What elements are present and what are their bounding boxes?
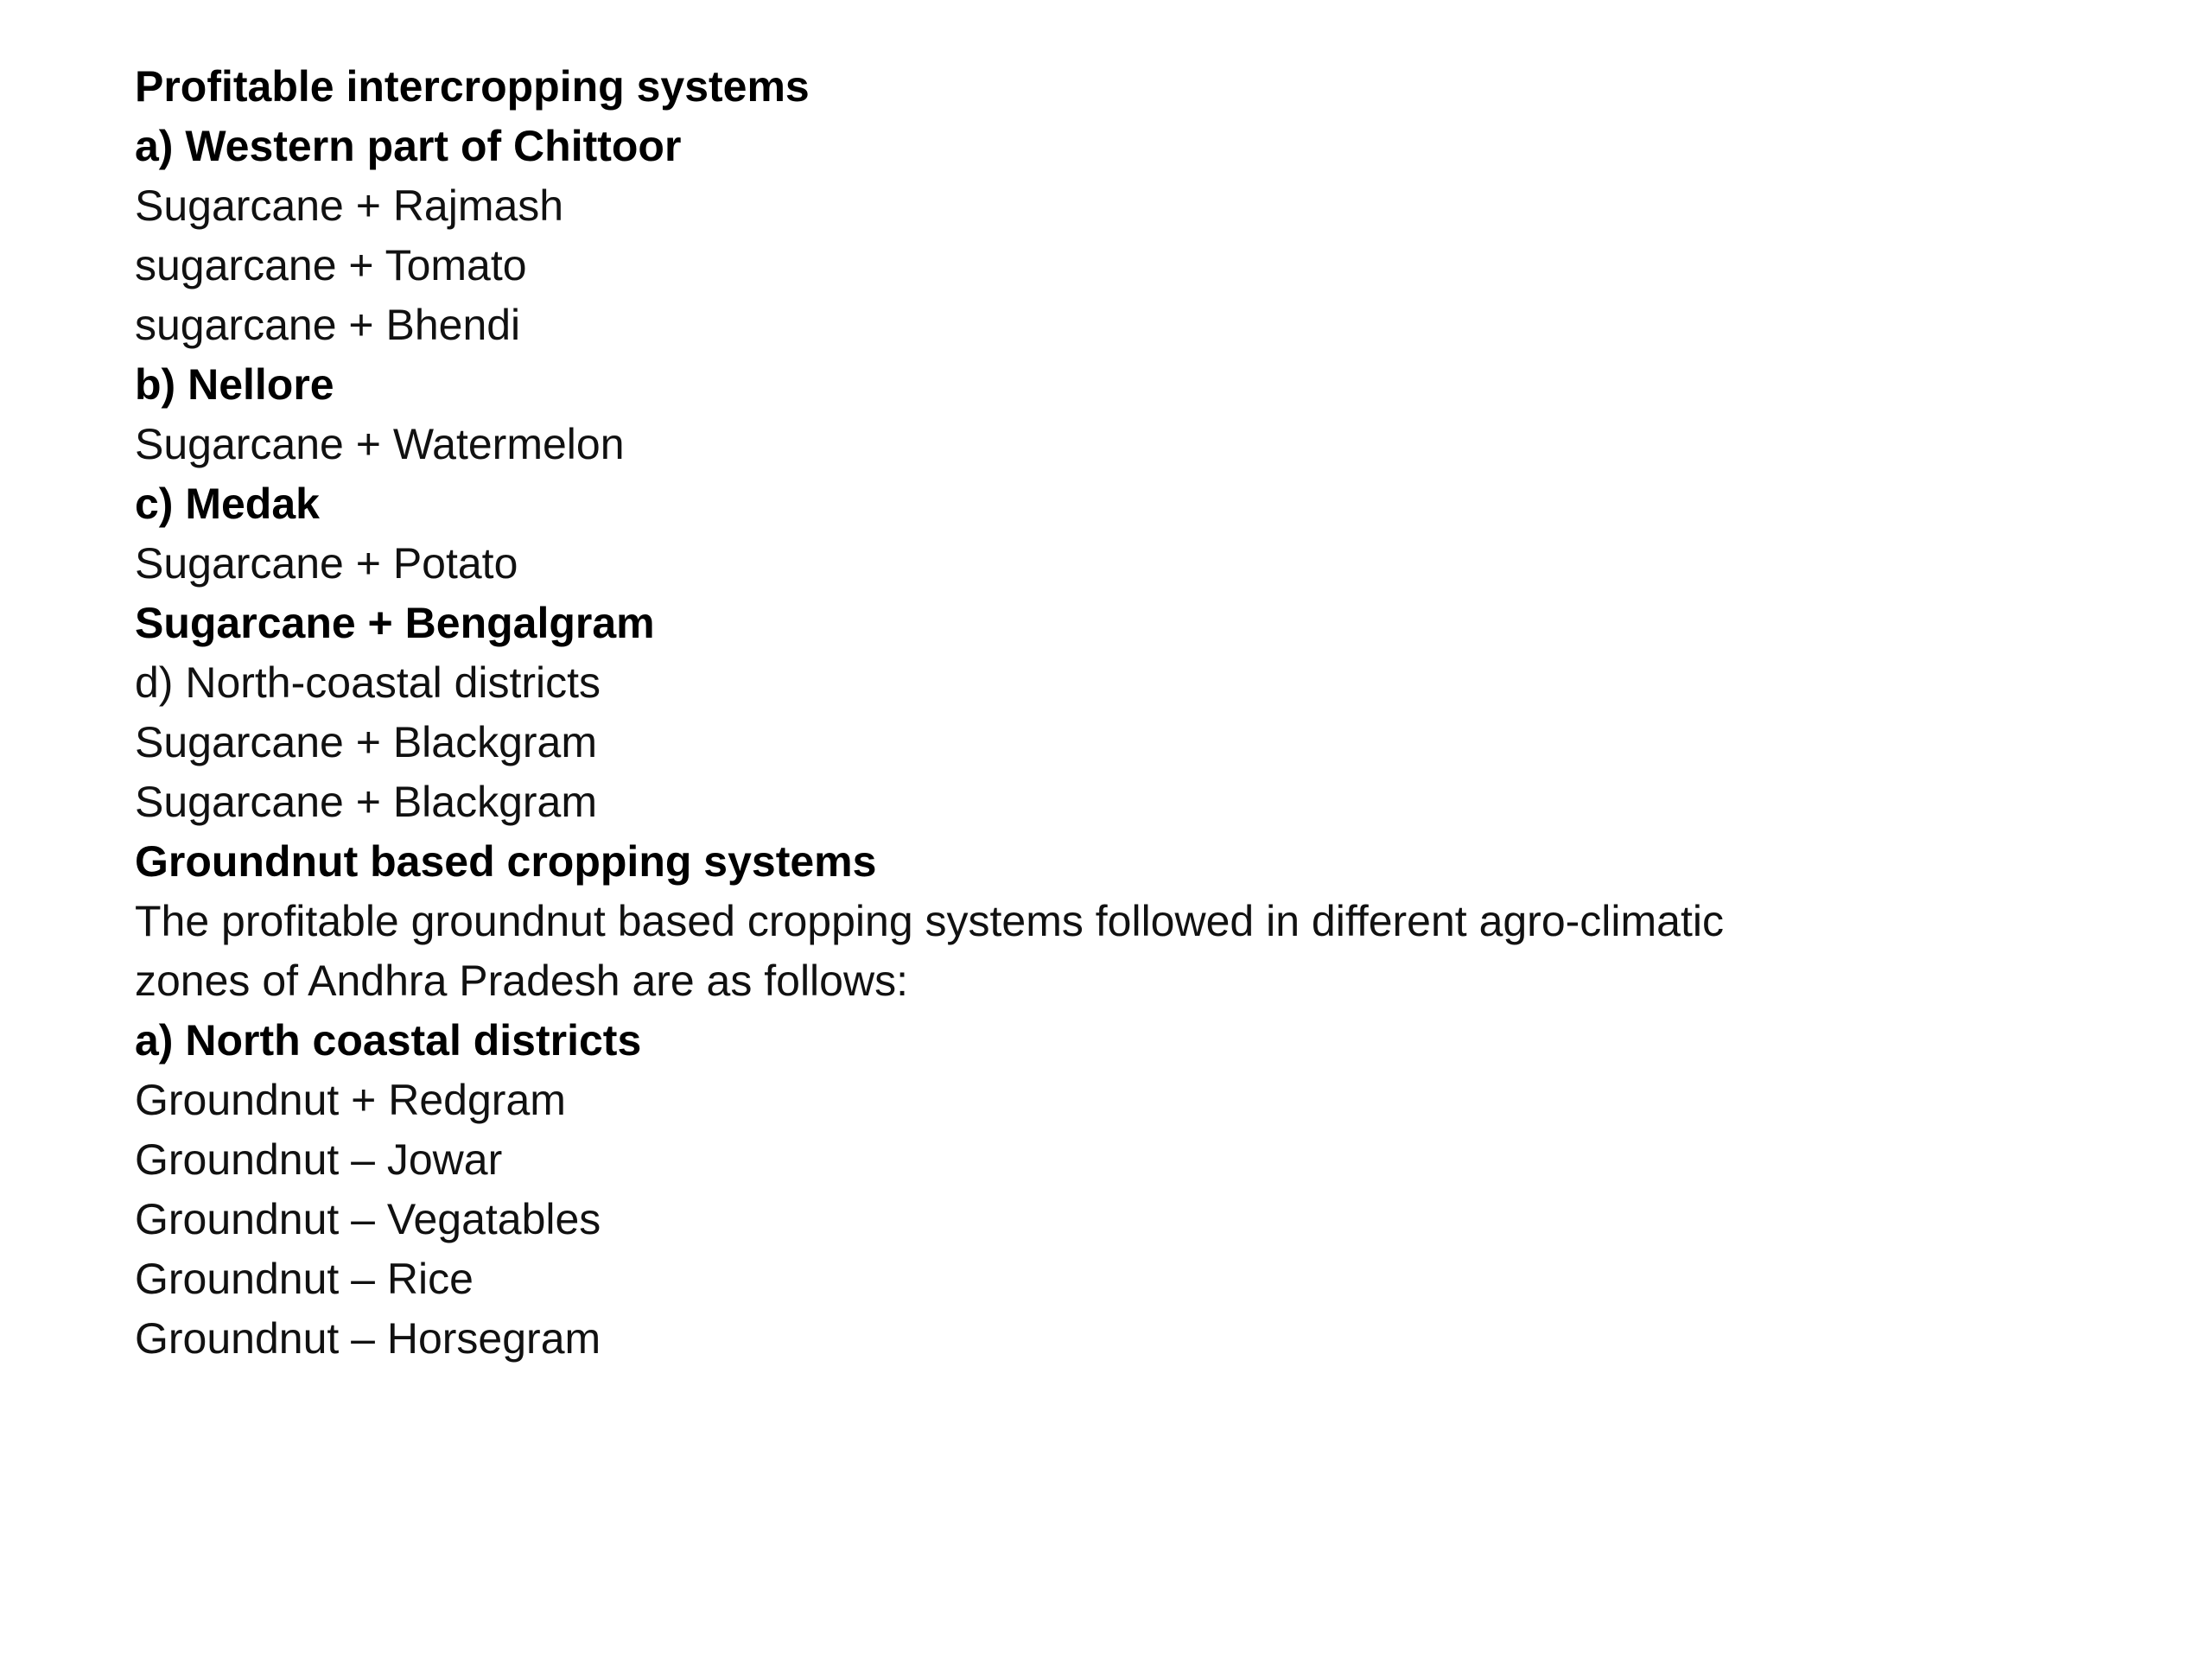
list-item: Sugarcane + Rajmash [135,181,564,230]
title-intercropping: Profitable intercropping systems [135,62,810,111]
list-item: sugarcane + Tomato [135,241,527,289]
list-item: Sugarcane + Potato [135,539,518,588]
list-item: Sugarcane + Blackgram [135,778,598,826]
heading-north-coastal: d) North-coastal districts [135,658,601,707]
heading-north-coastal-districts: a) North coastal districts [135,1016,642,1065]
heading-nellore: b) Nellore [135,360,334,409]
heading-medak: c) Medak [135,480,320,528]
title-groundnut: Groundnut based cropping systems [135,837,877,886]
list-item: Groundnut – Jowar [135,1135,503,1184]
list-item: Groundnut – Vegatables [135,1195,601,1243]
list-item: Groundnut + Redgram [135,1076,566,1124]
list-item: sugarcane + Bhendi [135,301,521,349]
heading-western-chittoor: a) Western part of Chittoor [135,122,682,170]
list-item: Sugarcane + Watermelon [135,420,625,468]
list-item: Groundnut – Rice [135,1255,474,1303]
list-item-bold: Sugarcane + Bengalgram [135,599,655,647]
list-item: Groundnut – Horsegram [135,1314,601,1363]
paragraph-line: zones of Andhra Pradesh are as follows: [135,957,908,1005]
slide-body [135,57,2079,1369]
list-item: Sugarcane + Blackgram [135,718,598,766]
paragraph-line: The profitable groundnut based cropping systems followed in different agro-climatic [135,897,1724,945]
